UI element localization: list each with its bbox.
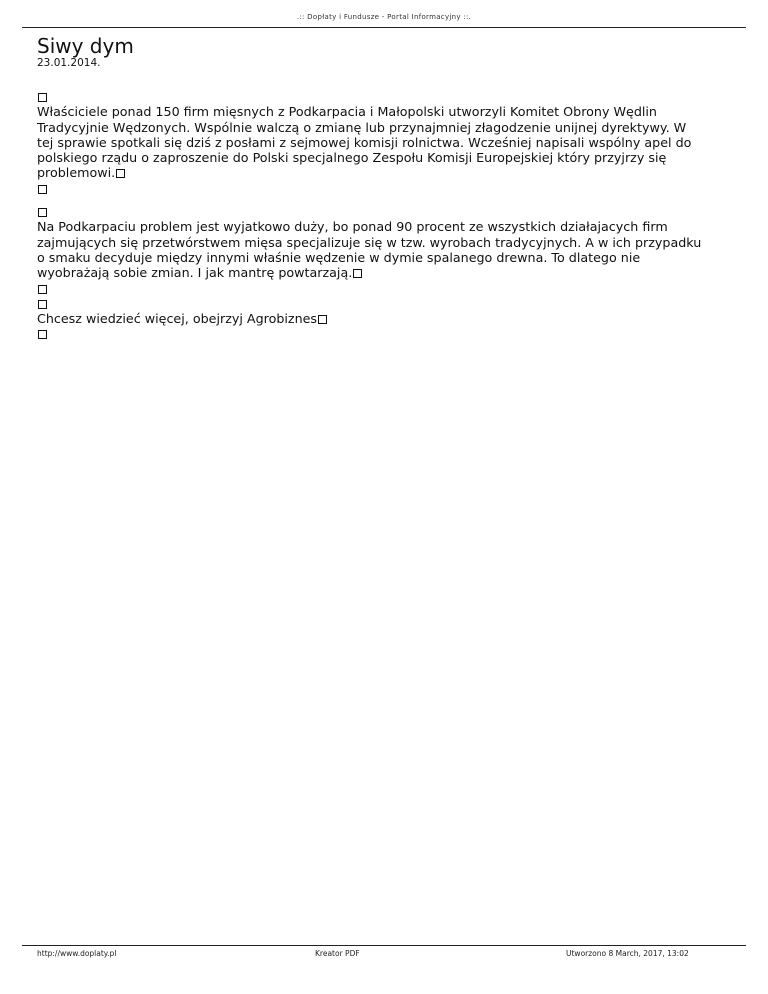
missing-glyph-icon: [38, 300, 47, 309]
paragraph-1-line: Właściciele ponad 150 firm mięsnych z Podkarpacia i Małopolski utworzyli Komitet Obrony Wędlin: [37, 104, 657, 120]
footer-divider: [22, 945, 746, 946]
paragraph-1-line: Tradycyjnie Wędzonych. Wspólnie walczą o zmianę lub przynajmniej złagodzenie unijnej dyrektywy. W: [37, 119, 687, 135]
site-header-title: .:: Dopłaty i Fundusze - Portal Informacyjny ::.: [296, 13, 472, 21]
paragraph-2-line: wyobrażają sobie zmian. I jak mantrę powtarzają.: [37, 265, 353, 281]
missing-glyph-icon: [38, 330, 47, 339]
paragraph-2-last-line: [37, 265, 737, 280]
paragraph-2-line: zajmujących się przetwórstwem mięsa specjalizuje się w tzw. wyrobach tradycyjnych. A w ich przypadku: [37, 234, 702, 250]
header-divider: [22, 27, 746, 28]
missing-glyph-icon: [116, 169, 125, 178]
paragraph-1-last-line: [37, 165, 737, 180]
closing-line: [37, 311, 737, 326]
footer-created-date: Utworzono 8 March, 2017, 13:02: [566, 949, 689, 958]
missing-glyph-icon: [38, 185, 47, 194]
article-body: [37, 89, 737, 342]
missing-glyph-icon: [353, 269, 362, 278]
closing-text: Chcesz wiedzieć więcej, obejrzyj Agrobiznes: [37, 311, 318, 327]
placeholder-box-line: [37, 326, 737, 341]
paragraph-1-line: polskiego rządu o zaproszenie do Polski specjalnego Zespołu Komisji Europejskiej który przyjrzy się: [37, 150, 667, 166]
missing-glyph-icon: [318, 315, 327, 324]
paragraph-1-line: tej sprawie spotkali się dziś z posłami z sejmowej komisji rolnictwa. Wcześniej napisali wspólny apel do: [37, 134, 692, 150]
article-date: 23.01.2014.: [37, 57, 101, 69]
placeholder-box-line: [37, 181, 737, 196]
placeholder-box-line: [37, 89, 737, 104]
paragraph-gap: [37, 196, 737, 204]
missing-glyph-icon: [38, 285, 47, 294]
footer-creator: Kreator PDF: [315, 949, 360, 958]
paragraph-2-line: o smaku decyduje między innymi właśnie wędzenie w dymie spalanego drewna. To dlatego nie: [37, 249, 641, 265]
footer-url[interactable]: http://www.doplaty.pl: [37, 949, 117, 958]
placeholder-box-line: [37, 281, 737, 296]
placeholder-box-line: [37, 296, 737, 311]
missing-glyph-icon: [38, 93, 47, 102]
paragraph-1-line: problemowi.: [37, 165, 116, 181]
article-title: Siwy dym: [37, 34, 134, 58]
placeholder-box-line: [37, 204, 737, 219]
missing-glyph-icon: [38, 208, 47, 217]
paragraph-2-line: Na Podkarpaciu problem jest wyjatkowo duży, bo ponad 90 procent ze wszystkich działajacych firm: [37, 219, 668, 235]
